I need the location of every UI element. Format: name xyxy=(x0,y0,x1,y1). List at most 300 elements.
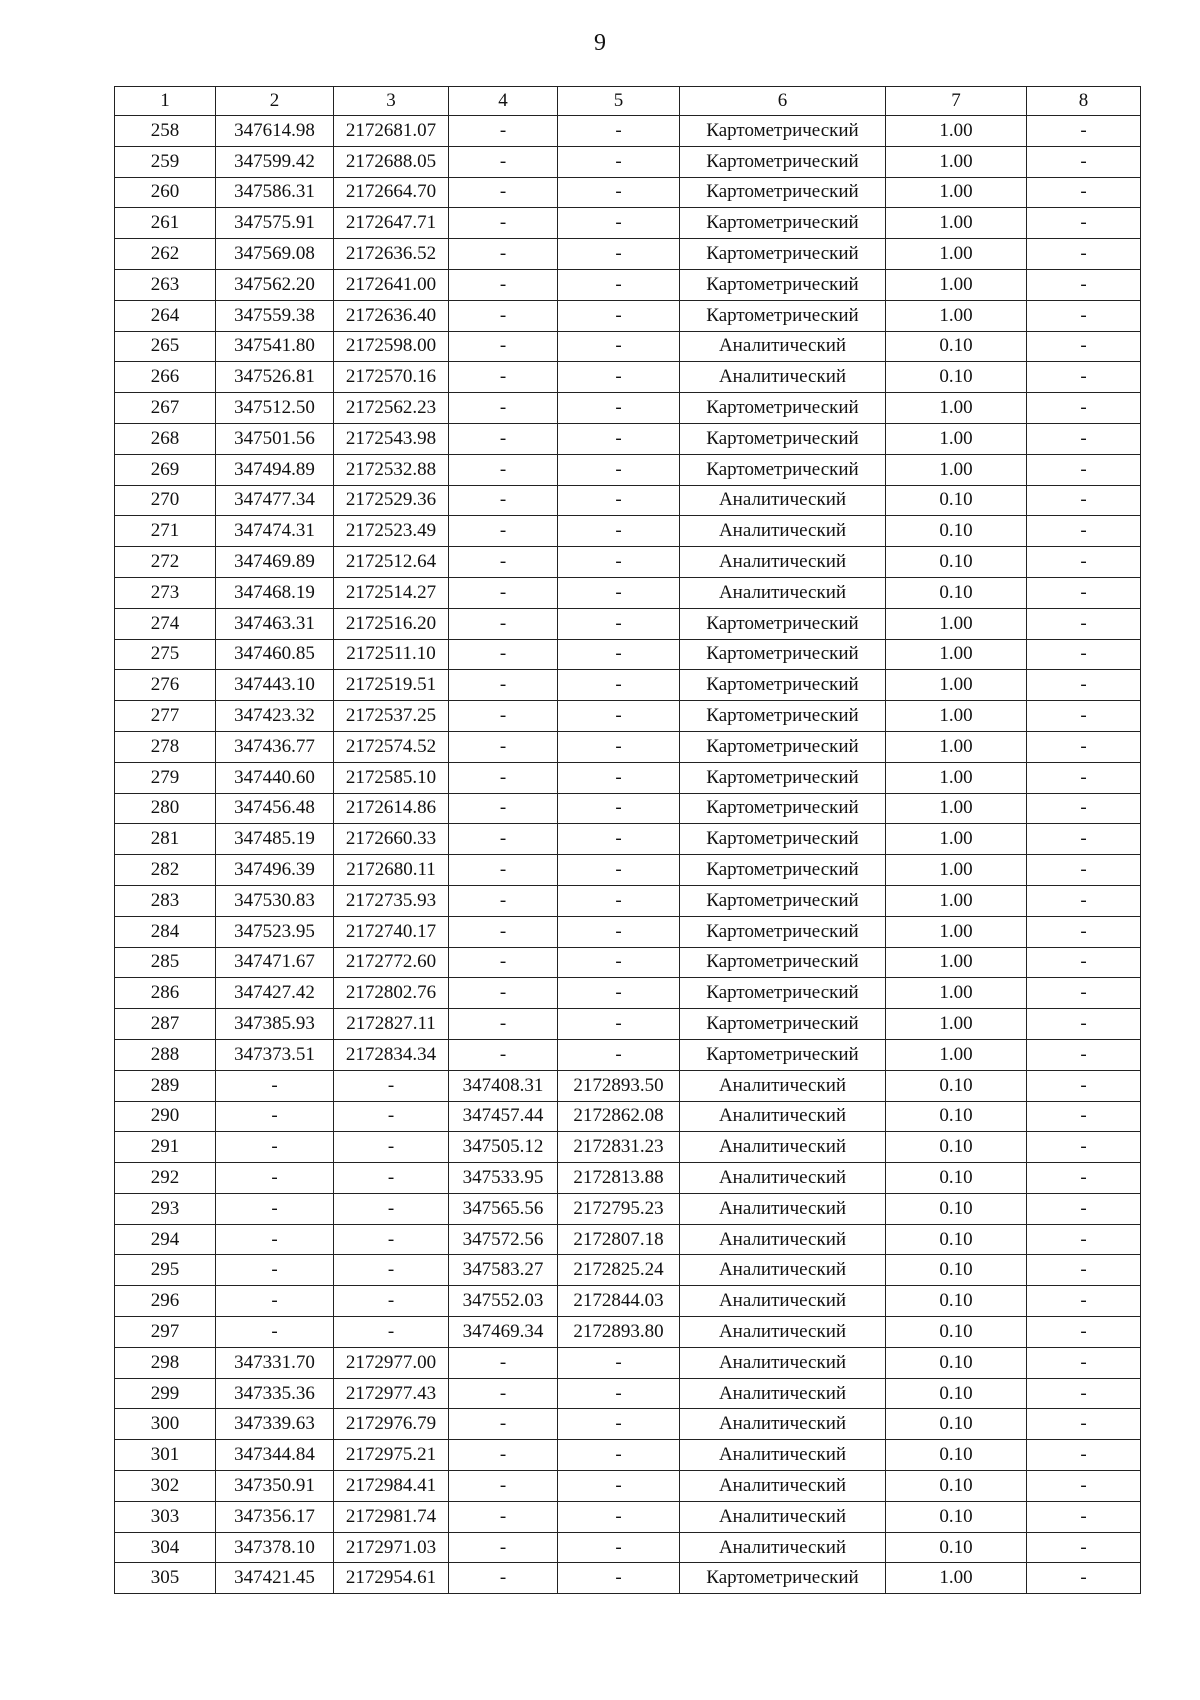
table-row xyxy=(115,1070,1141,1101)
table-cell: - xyxy=(558,331,680,362)
table-cell: Аналитический xyxy=(680,1409,886,1440)
column-header: 7 xyxy=(886,87,1027,116)
table-cell: - xyxy=(1027,208,1141,239)
table-cell: 347427.42 xyxy=(216,978,334,1009)
table-cell: - xyxy=(558,1501,680,1532)
table-cell: Картометрический xyxy=(680,885,886,916)
table-cell: 2172641.00 xyxy=(334,269,449,300)
table-cell: 347440.60 xyxy=(216,762,334,793)
table-cell: - xyxy=(449,208,558,239)
table-cell: Аналитический xyxy=(680,1101,886,1132)
table-cell: Картометрический xyxy=(680,1039,886,1070)
column-header: 3 xyxy=(334,87,449,116)
coordinates-table xyxy=(114,86,1141,1594)
table-cell: 1.00 xyxy=(886,1009,1027,1040)
table-cell: - xyxy=(1027,393,1141,424)
table-cell: 347468.19 xyxy=(216,577,334,608)
table-row xyxy=(115,1347,1141,1378)
table-cell: - xyxy=(334,1286,449,1317)
table-cell: Аналитический xyxy=(680,362,886,393)
table-cell: - xyxy=(1027,1347,1141,1378)
table-cell: 0.10 xyxy=(886,1132,1027,1163)
table-cell: 347586.31 xyxy=(216,177,334,208)
table-cell: Картометрический xyxy=(680,146,886,177)
table-cell: 1.00 xyxy=(886,116,1027,147)
table-row xyxy=(115,1255,1141,1286)
table-cell: - xyxy=(334,1101,449,1132)
table-row xyxy=(115,793,1141,824)
table-cell: 0.10 xyxy=(886,547,1027,578)
table-cell: - xyxy=(558,485,680,516)
table-cell: 273 xyxy=(115,577,216,608)
table-cell: 0.10 xyxy=(886,331,1027,362)
table-cell: - xyxy=(558,454,680,485)
table-row xyxy=(115,978,1141,1009)
table-cell: - xyxy=(449,454,558,485)
table-row xyxy=(115,1440,1141,1471)
table-cell: - xyxy=(216,1286,334,1317)
table-cell: - xyxy=(1027,331,1141,362)
table-cell: Картометрический xyxy=(680,269,886,300)
table-cell: 1.00 xyxy=(886,639,1027,670)
table-cell: - xyxy=(449,701,558,732)
table-cell: 2172585.10 xyxy=(334,762,449,793)
table-cell: - xyxy=(449,608,558,639)
table-row xyxy=(115,116,1141,147)
table-row xyxy=(115,608,1141,639)
table-cell: - xyxy=(1027,1532,1141,1563)
table-cell: 347457.44 xyxy=(449,1101,558,1132)
table-cell: 293 xyxy=(115,1193,216,1224)
table-cell: - xyxy=(449,1347,558,1378)
table-row xyxy=(115,362,1141,393)
table-cell: - xyxy=(558,300,680,331)
table-cell: 0.10 xyxy=(886,1101,1027,1132)
table-cell: 2172562.23 xyxy=(334,393,449,424)
table-cell: 285 xyxy=(115,947,216,978)
table-cell: 347456.48 xyxy=(216,793,334,824)
table-cell: 347505.12 xyxy=(449,1132,558,1163)
table-cell: - xyxy=(1027,947,1141,978)
table-cell: 269 xyxy=(115,454,216,485)
table-cell: 347530.83 xyxy=(216,885,334,916)
table-cell: 2172660.33 xyxy=(334,824,449,855)
table-cell: 2172614.86 xyxy=(334,793,449,824)
table-cell: 347565.56 xyxy=(449,1193,558,1224)
table-cell: 2172827.11 xyxy=(334,1009,449,1040)
table-cell: - xyxy=(1027,1224,1141,1255)
table-cell: 288 xyxy=(115,1039,216,1070)
table-cell: Картометрический xyxy=(680,762,886,793)
table-cell: 347494.89 xyxy=(216,454,334,485)
table-cell: 303 xyxy=(115,1501,216,1532)
table-cell: Аналитический xyxy=(680,1286,886,1317)
table-row xyxy=(115,1224,1141,1255)
table-cell: - xyxy=(449,177,558,208)
table-cell: - xyxy=(216,1224,334,1255)
table-row xyxy=(115,1532,1141,1563)
table-cell: 1.00 xyxy=(886,916,1027,947)
table-cell: 298 xyxy=(115,1347,216,1378)
table-cell: - xyxy=(1027,1471,1141,1502)
table-cell: Аналитический xyxy=(680,485,886,516)
table-cell: - xyxy=(1027,855,1141,886)
table-cell: - xyxy=(558,208,680,239)
column-header: 8 xyxy=(1027,87,1141,116)
table-row xyxy=(115,1009,1141,1040)
table-cell: - xyxy=(216,1132,334,1163)
table-cell: 2172532.88 xyxy=(334,454,449,485)
table-cell: 1.00 xyxy=(886,208,1027,239)
table-cell: 0.10 xyxy=(886,1501,1027,1532)
table-cell: - xyxy=(1027,516,1141,547)
table-cell: 290 xyxy=(115,1101,216,1132)
table-cell: - xyxy=(558,146,680,177)
table-cell: - xyxy=(1027,1563,1141,1594)
table-cell: 347496.39 xyxy=(216,855,334,886)
table-row xyxy=(115,1378,1141,1409)
table-cell: - xyxy=(558,670,680,701)
table-cell: 261 xyxy=(115,208,216,239)
table-cell: 294 xyxy=(115,1224,216,1255)
table-cell: 2172523.49 xyxy=(334,516,449,547)
table-cell: 0.10 xyxy=(886,577,1027,608)
table-row xyxy=(115,947,1141,978)
table-row xyxy=(115,701,1141,732)
table-cell: 347344.84 xyxy=(216,1440,334,1471)
table-cell: - xyxy=(558,824,680,855)
table-cell: - xyxy=(449,331,558,362)
table-cell: 299 xyxy=(115,1378,216,1409)
table-cell: - xyxy=(1027,978,1141,1009)
table-cell: 347408.31 xyxy=(449,1070,558,1101)
table-cell: - xyxy=(1027,916,1141,947)
table-cell: 2172977.00 xyxy=(334,1347,449,1378)
table-cell: 263 xyxy=(115,269,216,300)
table-cell: 347469.34 xyxy=(449,1317,558,1348)
table-cell: - xyxy=(449,670,558,701)
table-cell: - xyxy=(334,1193,449,1224)
table-cell: 1.00 xyxy=(886,947,1027,978)
table-cell: Картометрический xyxy=(680,855,886,886)
table-cell: 2172688.05 xyxy=(334,146,449,177)
table-row xyxy=(115,1039,1141,1070)
table-cell: 291 xyxy=(115,1132,216,1163)
column-header: 2 xyxy=(216,87,334,116)
table-cell: - xyxy=(449,793,558,824)
table-cell: 347523.95 xyxy=(216,916,334,947)
table-cell: Аналитический xyxy=(680,516,886,547)
table-cell: 304 xyxy=(115,1532,216,1563)
table-cell: - xyxy=(558,423,680,454)
table-cell: 305 xyxy=(115,1563,216,1594)
table-row xyxy=(115,331,1141,362)
table-cell: 287 xyxy=(115,1009,216,1040)
table-row xyxy=(115,762,1141,793)
table-cell: 297 xyxy=(115,1317,216,1348)
table-row xyxy=(115,239,1141,270)
table-cell: Картометрический xyxy=(680,916,886,947)
table-cell: 278 xyxy=(115,731,216,762)
column-header: 6 xyxy=(680,87,886,116)
table-row xyxy=(115,639,1141,670)
table-cell: - xyxy=(1027,701,1141,732)
table-cell: 347385.93 xyxy=(216,1009,334,1040)
table-cell: - xyxy=(449,146,558,177)
table-cell: Аналитический xyxy=(680,577,886,608)
table-cell: - xyxy=(334,1317,449,1348)
table-cell: 264 xyxy=(115,300,216,331)
table-cell: Картометрический xyxy=(680,701,886,732)
table-cell: Аналитический xyxy=(680,1347,886,1378)
table-cell: - xyxy=(558,916,680,947)
table-cell: 0.10 xyxy=(886,516,1027,547)
table-cell: 347477.34 xyxy=(216,485,334,516)
table-cell: Аналитический xyxy=(680,1501,886,1532)
table-row xyxy=(115,269,1141,300)
table-cell: - xyxy=(449,1471,558,1502)
table-cell: 347331.70 xyxy=(216,1347,334,1378)
table-cell: 260 xyxy=(115,177,216,208)
table-row xyxy=(115,393,1141,424)
table-cell: - xyxy=(334,1132,449,1163)
table-cell: - xyxy=(449,824,558,855)
table-cell: 347569.08 xyxy=(216,239,334,270)
table-row xyxy=(115,177,1141,208)
table-cell: 347512.50 xyxy=(216,393,334,424)
table-cell: 2172795.23 xyxy=(558,1193,680,1224)
table-cell: 1.00 xyxy=(886,824,1027,855)
table-cell: Картометрический xyxy=(680,978,886,1009)
table-cell: 2172537.25 xyxy=(334,701,449,732)
table-row xyxy=(115,1501,1141,1532)
table-cell: 2172598.00 xyxy=(334,331,449,362)
table-cell: - xyxy=(449,362,558,393)
table-cell: - xyxy=(449,885,558,916)
table-cell: - xyxy=(1027,1070,1141,1101)
table-cell: 275 xyxy=(115,639,216,670)
column-header: 5 xyxy=(558,87,680,116)
table-cell: 347421.45 xyxy=(216,1563,334,1594)
table-cell: 281 xyxy=(115,824,216,855)
table-cell: 280 xyxy=(115,793,216,824)
table-cell: 2172984.41 xyxy=(334,1471,449,1502)
table-cell: 0.10 xyxy=(886,485,1027,516)
table-cell: - xyxy=(558,1409,680,1440)
table-cell: - xyxy=(216,1101,334,1132)
table-cell: - xyxy=(558,762,680,793)
table-row xyxy=(115,824,1141,855)
table-cell: - xyxy=(1027,547,1141,578)
table-cell: 276 xyxy=(115,670,216,701)
table-cell: - xyxy=(449,300,558,331)
table-cell: 2172574.52 xyxy=(334,731,449,762)
table-cell: Аналитический xyxy=(680,1132,886,1163)
table-cell: - xyxy=(1027,1009,1141,1040)
table-cell: 295 xyxy=(115,1255,216,1286)
column-header: 4 xyxy=(449,87,558,116)
table-cell: 0.10 xyxy=(886,1471,1027,1502)
table-cell: - xyxy=(1027,1286,1141,1317)
table-cell: 347443.10 xyxy=(216,670,334,701)
table-cell: Аналитический xyxy=(680,1471,886,1502)
table-row xyxy=(115,577,1141,608)
table-cell: 1.00 xyxy=(886,454,1027,485)
table-row xyxy=(115,1286,1141,1317)
table-cell: - xyxy=(1027,762,1141,793)
table-cell: Аналитический xyxy=(680,547,886,578)
table-cell: - xyxy=(449,547,558,578)
table-row xyxy=(115,885,1141,916)
table-cell: 2172825.24 xyxy=(558,1255,680,1286)
table-cell: 271 xyxy=(115,516,216,547)
table-cell: 0.10 xyxy=(886,1378,1027,1409)
table-cell: - xyxy=(558,793,680,824)
table-cell: - xyxy=(558,516,680,547)
table-cell: - xyxy=(449,978,558,1009)
table-cell: 1.00 xyxy=(886,1563,1027,1594)
table-cell: 292 xyxy=(115,1163,216,1194)
table-cell: Аналитический xyxy=(680,1317,886,1348)
table-cell: - xyxy=(558,1039,680,1070)
table-cell: Картометрический xyxy=(680,947,886,978)
table-cell: - xyxy=(558,1347,680,1378)
table-row xyxy=(115,547,1141,578)
table-row xyxy=(115,1193,1141,1224)
table-cell: - xyxy=(1027,1132,1141,1163)
table-cell: - xyxy=(216,1255,334,1286)
table-cell: - xyxy=(449,1440,558,1471)
table-row xyxy=(115,485,1141,516)
table-cell: 296 xyxy=(115,1286,216,1317)
table-cell: - xyxy=(558,608,680,639)
table-cell: 0.10 xyxy=(886,1532,1027,1563)
table-cell: - xyxy=(1027,239,1141,270)
table-cell: - xyxy=(558,116,680,147)
table-cell: 347541.80 xyxy=(216,331,334,362)
table-cell: 0.10 xyxy=(886,1070,1027,1101)
table-cell: 347378.10 xyxy=(216,1532,334,1563)
table-cell: - xyxy=(216,1070,334,1101)
table-cell: - xyxy=(1027,1317,1141,1348)
table-cell: 347471.67 xyxy=(216,947,334,978)
table-cell: 2172802.76 xyxy=(334,978,449,1009)
table-cell: 262 xyxy=(115,239,216,270)
table-cell: - xyxy=(1027,146,1141,177)
table-row xyxy=(115,516,1141,547)
table-cell: Аналитический xyxy=(680,1378,886,1409)
table-row xyxy=(115,1317,1141,1348)
table-cell: Картометрический xyxy=(680,1563,886,1594)
table-cell: Картометрический xyxy=(680,731,886,762)
table-cell: - xyxy=(1027,1440,1141,1471)
table-cell: 300 xyxy=(115,1409,216,1440)
table-cell: - xyxy=(1027,824,1141,855)
table-cell: Картометрический xyxy=(680,177,886,208)
table-cell: 270 xyxy=(115,485,216,516)
table-cell: - xyxy=(334,1255,449,1286)
table-cell: 347552.03 xyxy=(449,1286,558,1317)
table-cell: 347474.31 xyxy=(216,516,334,547)
table-row xyxy=(115,454,1141,485)
table-cell: Картометрический xyxy=(680,608,886,639)
table-cell: - xyxy=(558,1378,680,1409)
table-cell: - xyxy=(449,1409,558,1440)
table-cell: - xyxy=(449,393,558,424)
table-cell: 1.00 xyxy=(886,731,1027,762)
table-cell: 1.00 xyxy=(886,177,1027,208)
table-cell: 1.00 xyxy=(886,701,1027,732)
table-cell: - xyxy=(1027,1163,1141,1194)
table-cell: 2172511.10 xyxy=(334,639,449,670)
column-header: 1 xyxy=(115,87,216,116)
table-cell: - xyxy=(558,1440,680,1471)
table-cell: - xyxy=(216,1163,334,1194)
table-cell: 2172664.70 xyxy=(334,177,449,208)
table-row xyxy=(115,731,1141,762)
table-cell: 0.10 xyxy=(886,362,1027,393)
table-cell: - xyxy=(1027,300,1141,331)
table-cell: 2172831.23 xyxy=(558,1132,680,1163)
table-cell: - xyxy=(449,116,558,147)
table-cell: 267 xyxy=(115,393,216,424)
table-row xyxy=(115,423,1141,454)
table-cell: 2172813.88 xyxy=(558,1163,680,1194)
table-cell: - xyxy=(558,885,680,916)
table-cell: 1.00 xyxy=(886,885,1027,916)
table-cell: 2172636.52 xyxy=(334,239,449,270)
table-cell: - xyxy=(449,239,558,270)
table-cell: 347533.95 xyxy=(449,1163,558,1194)
table-cell: 0.10 xyxy=(886,1255,1027,1286)
table-cell: - xyxy=(449,947,558,978)
table-cell: - xyxy=(558,269,680,300)
table-cell: 2172807.18 xyxy=(558,1224,680,1255)
table-cell: 266 xyxy=(115,362,216,393)
table-cell: 1.00 xyxy=(886,670,1027,701)
table-cell: - xyxy=(558,577,680,608)
table-cell: 1.00 xyxy=(886,1039,1027,1070)
table-row xyxy=(115,1563,1141,1594)
table-cell: 0.10 xyxy=(886,1440,1027,1471)
table-cell: Аналитический xyxy=(680,1224,886,1255)
table-cell: - xyxy=(449,1532,558,1563)
table-cell: - xyxy=(1027,1193,1141,1224)
table-cell: - xyxy=(334,1224,449,1255)
table-cell: - xyxy=(449,1501,558,1532)
table-cell: - xyxy=(558,731,680,762)
table-row xyxy=(115,855,1141,886)
table-cell: 1.00 xyxy=(886,762,1027,793)
table-cell: Аналитический xyxy=(680,1193,886,1224)
table-cell: - xyxy=(558,1471,680,1502)
table-cell: Картометрический xyxy=(680,824,886,855)
table-cell: 286 xyxy=(115,978,216,1009)
table-cell: Аналитический xyxy=(680,1163,886,1194)
table-cell: 1.00 xyxy=(886,855,1027,886)
table-cell: Аналитический xyxy=(680,1440,886,1471)
table-cell: 1.00 xyxy=(886,146,1027,177)
table-cell: 347356.17 xyxy=(216,1501,334,1532)
table-cell: - xyxy=(216,1193,334,1224)
table-cell: - xyxy=(1027,1501,1141,1532)
table-cell: 265 xyxy=(115,331,216,362)
table-cell: - xyxy=(1027,885,1141,916)
table-cell: 272 xyxy=(115,547,216,578)
table-cell: - xyxy=(558,1009,680,1040)
table-cell: - xyxy=(216,1317,334,1348)
table-cell: Картометрический xyxy=(680,639,886,670)
